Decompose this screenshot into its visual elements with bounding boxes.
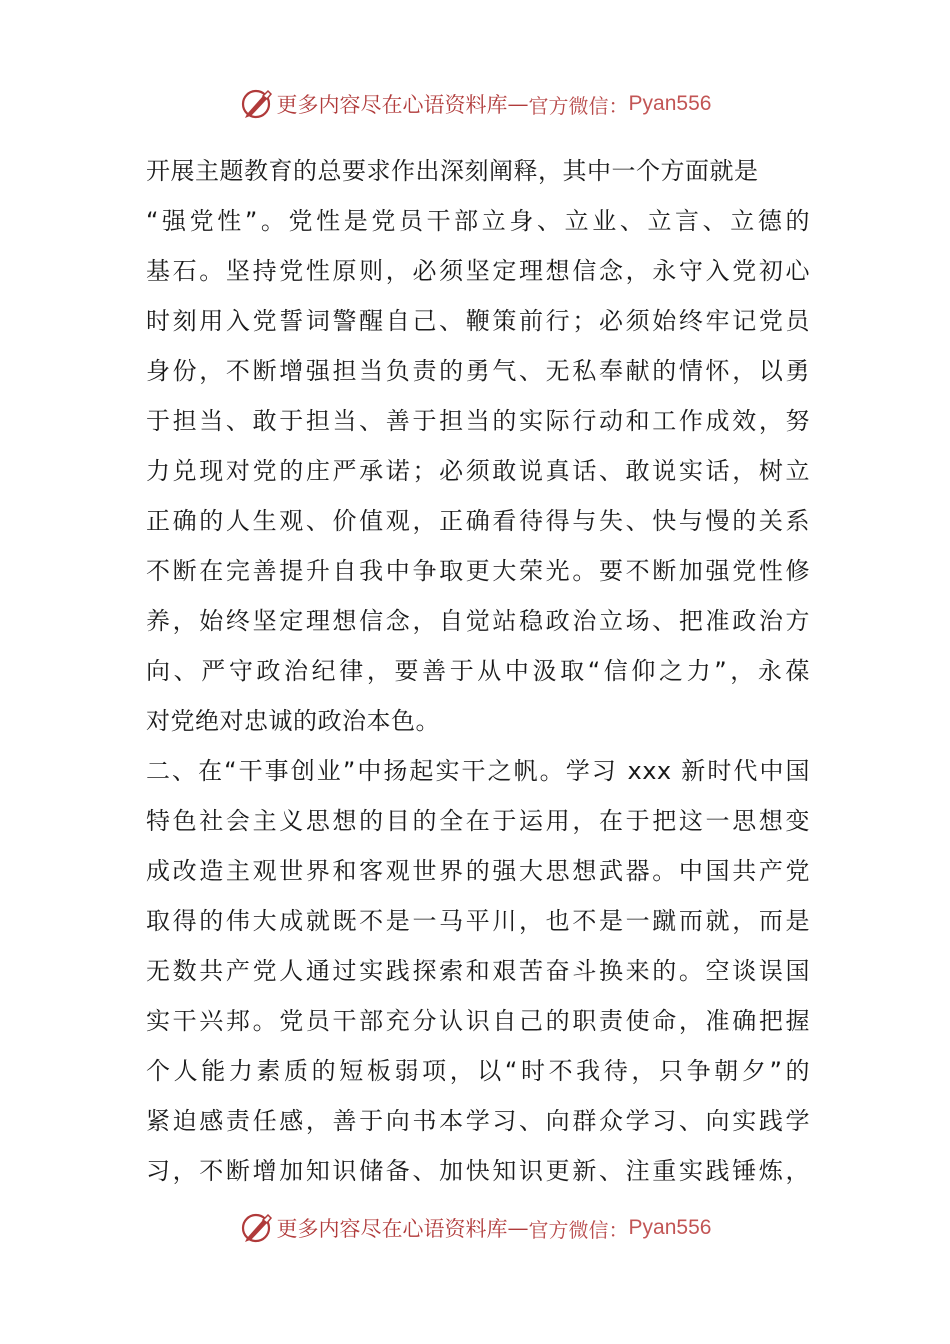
text-line: 身份，不断增强担当负责的勇气、无私奉献的情怀，以勇 xyxy=(146,357,810,385)
text-line: “强党性”。党性是党员干部立身、立业、立言、立德的 xyxy=(146,207,810,235)
pen-logo-icon xyxy=(239,86,275,122)
banner-slogan: 更多内容尽在心语资料库 xyxy=(276,93,508,117)
banner-dash: — xyxy=(507,1216,529,1240)
banner-dash: — xyxy=(507,92,529,116)
banner-wechat-label: 官方微信： xyxy=(528,1217,629,1242)
text-line: 成改造主观世界和客观世界的强大思想武器。中国共产党 xyxy=(146,857,810,885)
text-line: 正确的人生观、价值观，正确看待得与失、快与慢的关系 xyxy=(146,507,810,535)
banner-wechat-id: Pyan556 xyxy=(628,1216,712,1239)
text-line: 开展主题教育的总要求作出深刻阐释，其中一个方面就是 xyxy=(146,157,759,185)
banner-slogan: 更多内容尽在心语资料库 xyxy=(276,1217,508,1241)
pen-logo-icon xyxy=(239,1210,275,1246)
text-line: 二、在“干事创业”中扬起实干之帆。学习 xxx 新时代中国 xyxy=(146,757,810,785)
text-line: 个人能力素质的短板弱项，以“时不我待，只争朝夕”的 xyxy=(146,1057,810,1085)
text-line: 实干兴邦。党员干部充分认识自己的职责使命，准确把握 xyxy=(146,1007,810,1035)
text-line: 于担当、敢于担当、善于担当的实际行动和工作成效，努 xyxy=(146,407,810,435)
text-line: 不断在完善提升自我中争取更大荣光。要不断加强党性修 xyxy=(146,557,810,585)
banner-wechat-label: 官方微信： xyxy=(528,93,629,118)
text-line: 取得的伟大成就既不是一马平川，也不是一蹴而就，而是 xyxy=(146,907,810,935)
text-line: 向、严守政治纪律，要善于从中汲取“信仰之力”，永葆 xyxy=(146,657,810,685)
banner-wechat-id: Pyan556 xyxy=(628,92,712,115)
text-line: 特色社会主义思想的目的全在于运用，在于把这一思想变 xyxy=(146,807,810,835)
text-line: 养，始终坚定理想信念，自觉站稳政治立场、把准政治方 xyxy=(146,607,810,635)
text-line: 无数共产党人通过实践探索和艰苦奋斗换来的。空谈误国 xyxy=(146,957,810,985)
text-line: 时刻用入党誓词警醒自己、鞭策前行；必须始终牢记党员 xyxy=(146,307,810,335)
text-line: 基石。坚持党性原则，必须坚定理想信念，永守入党初心 xyxy=(146,257,810,285)
header-banner xyxy=(0,84,950,124)
text-line: 紧迫感责任感，善于向书本学习、向群众学习、向实践学 xyxy=(146,1107,810,1135)
text-line: 习，不断增加知识储备、加快知识更新、注重实践锤炼， xyxy=(146,1157,810,1185)
text-line: 对党绝对忠诚的政治本色。 xyxy=(146,707,440,735)
footer-banner xyxy=(0,1208,950,1248)
document-body xyxy=(146,146,810,1196)
text-line: 力兑现对党的庄严承诺；必须敢说真话、敢说实话，树立 xyxy=(146,457,810,485)
